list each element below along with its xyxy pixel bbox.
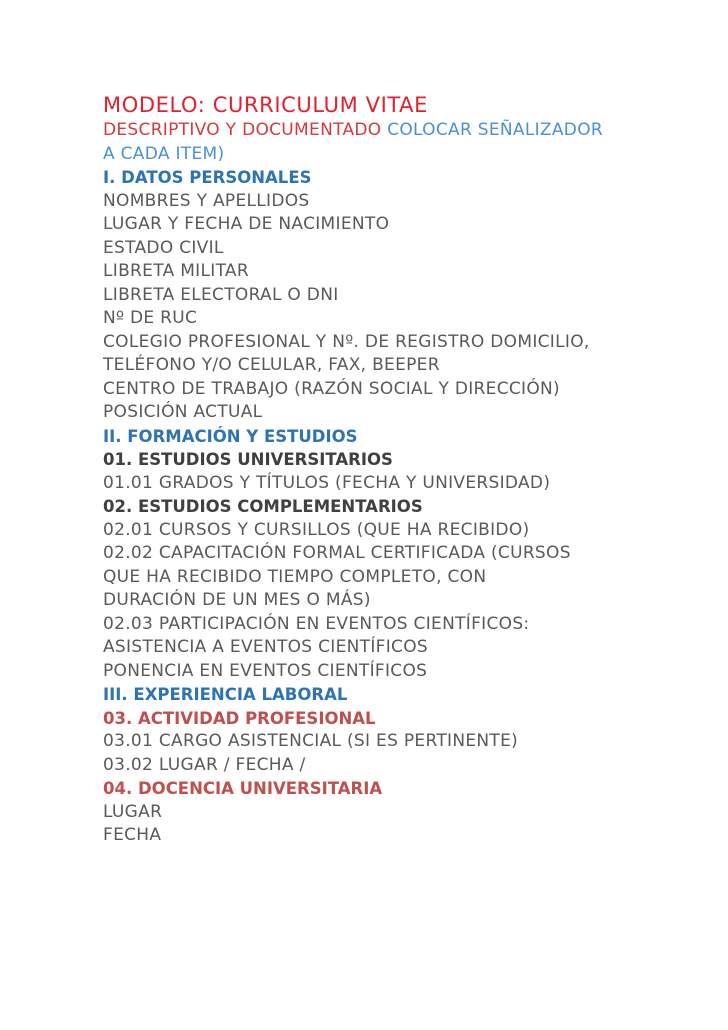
list-item: 03.01 CARGO ASISTENCIAL (SI ES PERTINENTE) xyxy=(103,731,519,751)
list-item: POSICIÓN ACTUAL xyxy=(103,402,263,422)
list-item: PONENCIA EN EVENTOS CIENTÍFICOS xyxy=(103,660,428,681)
subsection-heading-estudios-universitarios: 01. ESTUDIOS UNIVERSITARIOS xyxy=(103,450,393,469)
list-item: 02.01 CURSOS Y CURSILLOS (QUE HA RECIBIDO) xyxy=(103,519,530,540)
list-item: 02.02 CAPACITACIÓN FORMAL CERTIFICADA (CURSOS xyxy=(103,543,571,563)
section-heading-experiencia: III. EXPERIENCIA LABORAL xyxy=(103,685,348,704)
list-item: ESTADO CIVIL xyxy=(103,237,224,258)
list-item: CENTRO DE TRABAJO (RAZÓN SOCIAL Y DIRECCIÓN) xyxy=(103,378,560,399)
list-item: 02.03 PARTICIPACIÓN EN EVENTOS CIENTÍFICOS: xyxy=(103,613,530,634)
list-item: NOMBRES Y APELLIDOS xyxy=(103,190,310,211)
list-item: LIBRETA MILITAR xyxy=(103,261,249,281)
document-title: MODELO: CURRICULUM VITAE xyxy=(103,93,429,117)
subtitle-part-2: COLOCAR SEÑALIZADOR xyxy=(381,120,603,140)
subtitle-line-2: A CADA ITEM) xyxy=(103,143,225,164)
list-item: COLEGIO PROFESIONAL Y Nº. DE REGISTRO DOMICILIO, xyxy=(103,331,590,352)
list-item: LIBRETA ELECTORAL O DNI xyxy=(103,284,339,305)
subsection-heading-actividad-profesional: 03. ACTIVIDAD PROFESIONAL xyxy=(103,708,376,728)
section-heading-datos-personales: I. DATOS PERSONALES xyxy=(103,168,312,187)
list-item: TELÉFONO Y/O CELULAR, FAX, BEEPER xyxy=(103,355,440,375)
subtitle-part-1: DESCRIPTIVO Y DOCUMENTADO xyxy=(103,120,382,140)
list-item: 01.01 GRADOS Y TÍTULOS (FECHA Y UNIVERSIDAD) xyxy=(103,472,551,493)
list-item: LUGAR xyxy=(103,801,163,822)
document-body xyxy=(103,91,703,848)
section-heading-formacion: II. FORMACIÓN Y ESTUDIOS xyxy=(103,426,358,446)
list-item: FECHA xyxy=(103,825,162,845)
list-item: DURACIÓN DE UN MES O MÁS) xyxy=(103,590,371,610)
subsection-heading-docencia-universitaria: 04. DOCENCIA UNIVERSITARIA xyxy=(103,779,383,798)
list-item: QUE HA RECIBIDO TIEMPO COMPLETO, CON xyxy=(103,566,487,587)
list-item: ASISTENCIA A EVENTOS CIENTÍFICOS xyxy=(103,637,428,657)
subsection-heading-estudios-complementarios: 02. ESTUDIOS COMPLEMENTARIOS xyxy=(103,497,423,516)
list-item: LUGAR Y FECHA DE NACIMIENTO xyxy=(103,214,390,234)
list-item: Nº DE RUC xyxy=(103,308,198,328)
list-item: 03.02 LUGAR / FECHA / xyxy=(103,754,306,775)
subtitle-line-1 xyxy=(103,119,703,143)
